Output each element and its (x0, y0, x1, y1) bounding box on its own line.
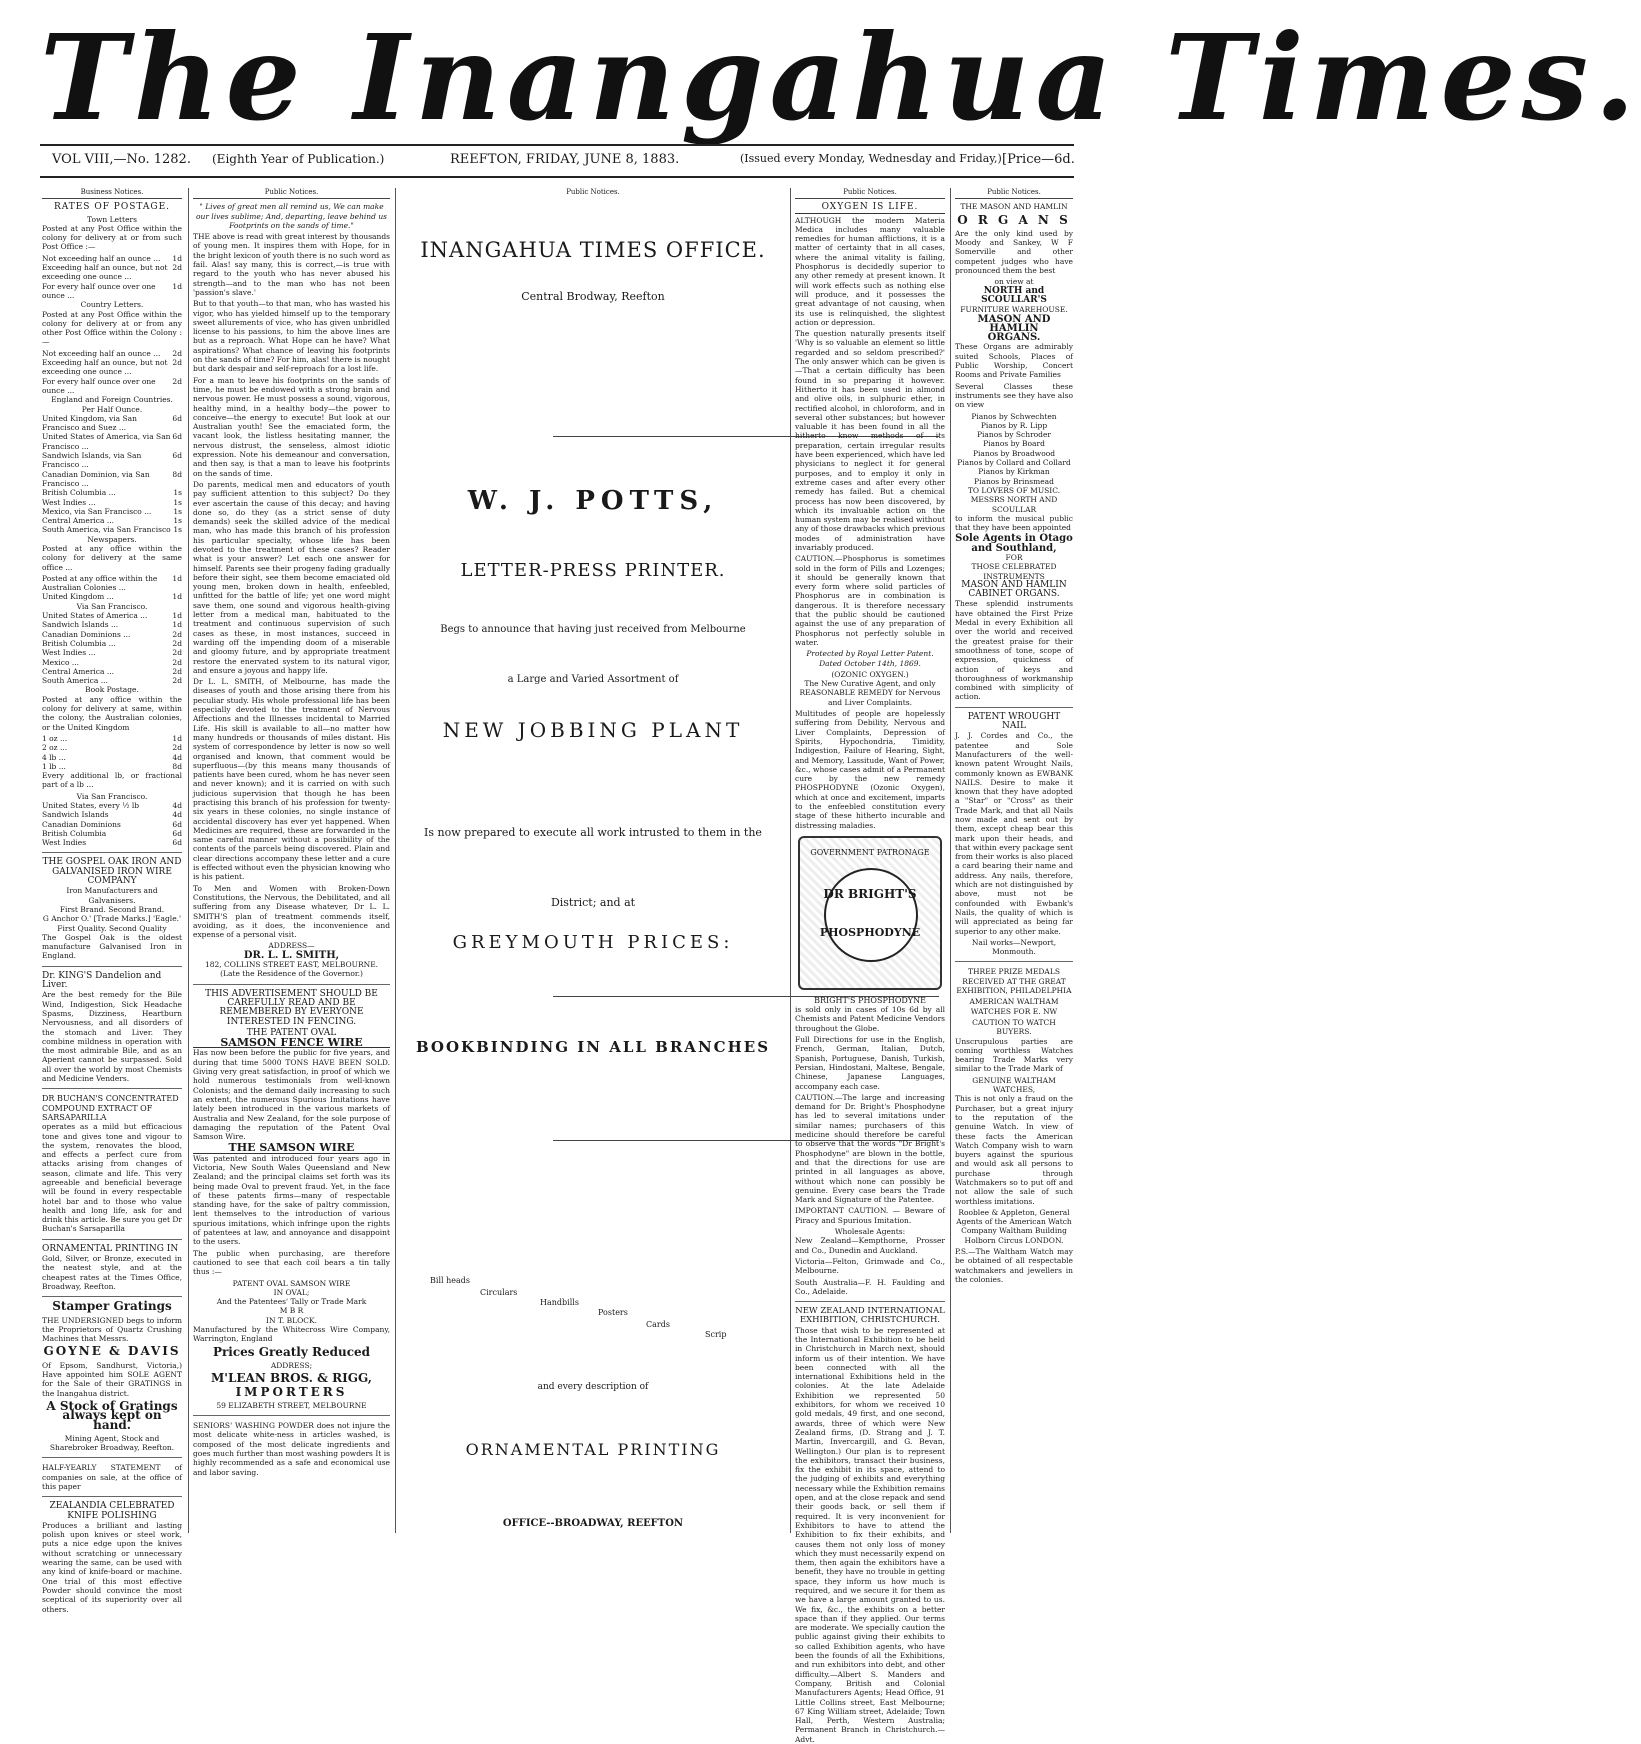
rate-label: Canadian Dominion, via San Francisco ... (42, 469, 150, 488)
ad-text: FURNITURE WAREHOUSE. (960, 305, 1068, 315)
piano-item: Pianos by R. Lipp (980, 420, 1048, 430)
ad-heading: A Stock of Gratings always kept on hand. (46, 1398, 178, 1432)
subheading: Wholesale Agents: (834, 1227, 906, 1237)
ad-heading: TO LOVERS OF MUSIC. (967, 485, 1061, 495)
paragraph: HALF-YEARLY STATEMENT of companies on sale, at the office of this paper (42, 1463, 182, 1491)
column-rule (395, 188, 396, 1533)
rate-value: 6d (172, 451, 182, 461)
rate-value: 1s (173, 488, 182, 498)
rate-row (42, 470, 182, 489)
rate-value: 1d (172, 611, 182, 621)
rate-label: United States, every ½ lb (42, 801, 140, 810)
paragraph: Posted at any Post Office within the colony for delivery at or from any other Post Office within the Colony :— (42, 309, 182, 347)
rate-label: British Columbia ... (42, 638, 116, 648)
rate-value: 1d (172, 733, 182, 743)
plant-heading: NEW JOBBING PLANT (442, 718, 744, 742)
rate-value: 6d (172, 819, 182, 829)
rate-row (42, 829, 182, 838)
rate-table (42, 734, 182, 771)
rate-label: Sandwich Islands, via San Francisco ... (42, 451, 142, 470)
rate-value: 1s (173, 516, 182, 526)
piano-item: Pianos by Board (983, 439, 1045, 449)
column-rule (950, 188, 951, 1533)
address-label: ADDRESS— (268, 941, 315, 951)
rate-row (42, 349, 182, 358)
street-address: 182, COLLINS STREET EAST, MELBOURNE. (204, 960, 379, 970)
rate-value: 1d (172, 253, 182, 263)
rate-label: 1 lb ... (42, 761, 66, 771)
rate-row (42, 667, 182, 676)
paragraph: To Men and Women with Broken-Down Constitutions, the Nervous, the Debilitated, and all suffering from any Disease whatever, Dr L. L. SMITH'S plan of treatment commends itself, avoiding, as it does, the inconvenience and expense of a personal visit. (193, 883, 390, 940)
paragraph: THE UNDERSIGNED begs to inform the Proprietors of Quartz Crushing Machines that Messrs. (42, 1315, 182, 1344)
ad-heading: THE PATENT OVAL (246, 1027, 337, 1038)
paragraph: But to that youth—to that man, who has wasted his vigor, who has yielded himself up to the temporary sweet allurements of vice, who has given unbridled license to his passions, to him the above lines are but as a reproach. What Hope can he have? What aspirations? What chance of leaving his footprints on the sands of time? For him, alas! there is nought but dark despair and self-reproach for a lost life. (193, 299, 390, 374)
rate-row (42, 762, 182, 771)
office-footer: OFFICE--BROADWAY, REEFTON (502, 1518, 684, 1529)
paragraph: SENIORS' WASHING POWDER does not injure the most delicate white-ness in articles washed, is composed of the most delicate ingredients and goes much further than most washing powders It is highly recommended as a safe and economical use and labor saving. (193, 1421, 390, 1477)
piano-item: Pianos by Schroder (976, 430, 1051, 440)
paragraph: Has now been before the public for five years, and during that time 5000 TONS HAVE BEEN SOLD. Giving very great satisfaction, in proof of which we hold numerous testimonials from well-known Colonists; and the demand daily increasing to such an extent, the numerous Spurious Imitations have lately been introduced in the various markets of Australia and New Zealand, for the sole purpose of damaging the reputation of the Patent Oval Samson Wire. (193, 1048, 390, 1142)
rate-row (42, 753, 182, 762)
rate-label: 1 oz ... (42, 733, 68, 743)
paragraph: AMERICAN WALTHAM WATCHES FOR E. NW (969, 997, 1059, 1016)
paragraph: Dr L. L. SMITH, of Melbourne, has made the diseases of youth and those arising there from his peculiar study. His whole professional life has been especially devoted to the treatment of Nervous Affections and the Illnesses incidental to Married Life. His skill is available to all—no matter how many hundreds or thousands of miles distant. His system of correspondence by letter is now so well organised and known, that comment would be superfluous—(by this means many thousands of patients have been cured, whom he has never seen and never known); and it is carried on with such judicious supervision that though he has been practising this branch of his profession for twenty-six years in these colonies, no single instance of accidental discovery has ever yet happened. When Medicines are required, these are forwarded in the same careful manner without a possibility of the contents of the parcels being discovered. Plain and clear directions accompany these letter and a cure is effected without even the physician knowing who is his patient. (193, 677, 390, 882)
rate-row (42, 743, 182, 752)
ad-text: First Quality. Second Quality (57, 923, 167, 933)
column-heading: Public Notices. (955, 188, 1073, 199)
paragraph: The New Curative Agent, and only REASONABLE REMEDY for Nervous and Liver Complaints. (799, 679, 941, 707)
rate-value: 2d (172, 743, 182, 753)
column-rule (790, 188, 791, 1533)
paragraph: Posted at any Post Office within the colony for delivery at or from such Post Office :— (42, 223, 182, 252)
rate-value: 2d (172, 376, 182, 386)
rate-value: 6d (172, 432, 182, 442)
ad-heading: THE SAMSON WIRE (193, 1143, 390, 1153)
rate-value: 8d (172, 761, 182, 771)
column-heading: Public Notices. (795, 188, 945, 199)
office-address: Central Brodway, Reefton (521, 290, 665, 303)
ornamental-heading: ORNAMENTAL PRINTING (465, 1440, 721, 1459)
column-public-notices-4 (955, 188, 1073, 1533)
rate-row (42, 574, 182, 593)
dateline-rule (40, 176, 1074, 178)
service-item: Scrip (705, 1330, 727, 1339)
rate-row (42, 282, 182, 301)
column-heading: Public Notices. (566, 188, 620, 196)
ad-text: THOSE CELEBRATED INSTRUMENTS (971, 562, 1057, 581)
rate-row (42, 592, 182, 601)
subheading: Book Postage. (85, 685, 139, 695)
rate-row (42, 432, 182, 451)
ad-heading: GENUINE WALTHAM WATCHES, (972, 1075, 1056, 1095)
rate-row (42, 838, 182, 847)
rate-table (42, 611, 182, 685)
subheading: (OZONIC OXYGEN.) (831, 669, 909, 679)
ad-text: FOR (1005, 552, 1023, 562)
piano-item: Pianos by Schwechten (971, 411, 1057, 421)
rate-value: 1d (172, 620, 182, 630)
paragraph: Every additional lb, or fractional part of a lb ... (42, 771, 182, 790)
rate-row (42, 630, 182, 639)
rate-value: 2d (172, 657, 182, 667)
tally-text: PATENT OVAL SAMSON WIRE (232, 1278, 351, 1288)
subheading: Country Letters. (80, 300, 144, 310)
ad-heading: MASON AND HAMLIN (977, 313, 1051, 334)
prices-heading: GREYMOUTH PRICES: (452, 932, 734, 953)
rate-row (42, 525, 182, 534)
rate-row (42, 516, 182, 525)
rate-label: Not exceeding half an ounce ... (42, 253, 161, 263)
subheading: Via San Francisco. (76, 791, 148, 801)
column-printing-office (400, 188, 786, 1533)
paragraph: Manufactured by the Whitecross Wire Company, Warrington, England (193, 1325, 390, 1344)
paragraph: Mining Agent, Stock and Sharebroker Broadway, Reefton. (49, 1433, 175, 1453)
rate-row (42, 358, 182, 377)
rate-value: 2d (172, 358, 182, 368)
rate-row (42, 254, 182, 263)
rate-value: 2d (172, 348, 182, 358)
paragraph: Those that wish to be represented at the International Exhibition to be held in Christchurch in March next, should inform us of their intention. We have been connected with all the international Exhibitions held in the colonies. At the late Adelaide Exhibition we represented 50 exhibitors, for whom we received 10 gold medals, 49 first, and one second, awards, three of which were New Zealand firms, (D. Strang and J. T. Martin, Invercargill, and G. Bevan, Wellington.) Our plan is to represent the exhibitors, transact their business, fix the exhibit in its space, attend to the judging of exhibits and everything necessary while the Exhibition remains open, and at the close repack and send their goods back, or sell them if required. It is very inconvenient for Exhibitors to have to attend the Exhibition to fix their exhibits, and causes them not only loss of money which they must necessarily expend on them, then again the exhibitors have a benefit, they have no trouble in getting space, they inform us how much is required, and we secure it for them as we have a large amount granted to us. We fix, &c., the exhibits on a better space than if they applied. Our terms are moderate. We specially caution the public against giving their exhibits to so called Exhibition agents, who have been the founds of all the Exhibitions, and run exhibitors into debt, and other difficulty.—Albert S. Manders and Company, British and Colonial Manufacturers Agents; Head Office, 91 Little Collins street, East Melbourne; 67 King William street, Adelaide; Town Hall, Perth, Western Australia; Permanent Branch in Christchurch.—Advt. (795, 1325, 945, 1744)
rate-row (42, 648, 182, 657)
piano-item: Pianos by Broadwood (972, 448, 1056, 458)
rate-value: 6d (172, 838, 182, 848)
ad-heading: PATENT WROUGHT NAIL (967, 711, 1061, 732)
rate-table (42, 349, 182, 395)
office-title: INANGAHUA TIMES OFFICE. (420, 238, 766, 262)
piano-item: Pianos by Kirkman (978, 467, 1050, 477)
rate-label: Sandwich Islands ... (42, 620, 119, 630)
rate-row (42, 414, 182, 433)
ad-heading: M'LEAN BROS. & RIGG, (210, 1371, 372, 1386)
year-of-publication: (Eighth Year of Publication.) (212, 152, 385, 166)
rate-value: 4d (172, 810, 182, 820)
piano-item: Pianos by Collard and Collard (957, 458, 1071, 468)
ad-heading: THE GOSPEL OAK IRON AND GALVANISED IRON WIRE COMPANY (42, 857, 182, 887)
printer-title: LETTER-PRESS PRINTER. (460, 560, 726, 581)
rate-value: 1s (173, 497, 182, 507)
rate-value: 4d (172, 801, 182, 810)
announcement: District; and at (550, 896, 636, 909)
tally-text: IN T. BLOCK. (266, 1315, 317, 1325)
paragraph: New Zealand—Kempthorne, Prosser and Co., Dunedin and Auckland. (795, 1236, 945, 1255)
rate-value: 1d (172, 281, 182, 291)
ad-text: First Brand. Second Brand. (59, 904, 165, 914)
paragraph: ALTHOUGH the modern Materia Medica includes many valuable remedies for human afflictions, it is a matter of certainty that in all cases, where the animal vitality is failing, Phosphorus is decidedly superior to any other remedy at present known. It will work effects such as nothing else will produce, and it possesses the great advantage of not causing, when its use is relinquished, the slightest action or depression. (795, 215, 945, 327)
rate-value: 2d (172, 263, 182, 273)
rate-value: 1s (173, 506, 182, 516)
rate-label: For every half ounce over one ounce ... (42, 281, 156, 300)
phosphodyne-trademark-stamp (798, 836, 942, 990)
paragraph: Produces a brilliant and lasting polish upon knives or steel work, puts a nice edge upon the knives without scratching or unnecessary wearing the same, can be used with any kind of knife-board or machine. One trial of this most effective Powder should convince the most sceptical of its superiority over all others. (42, 1520, 182, 1614)
rate-label: West Indies ... (42, 497, 96, 507)
place-date: REEFTON, FRIDAY, JUNE 8, 1883. (450, 152, 680, 167)
rate-value: 2d (172, 629, 182, 639)
paragraph: operates as a mild but efficacious tone and gives tone and vigour to the system, renovates the blood, and effects a perfect cure from attacks arising from changes of season, climate and life. This very agreeable and beneficial beverage will be found in every respectable hotel bar and to those who value health and long life, ask for and drink this article. Be sure you get Dr Buchan's Sarsaparilla (42, 1122, 182, 1234)
piano-list (955, 412, 1073, 486)
paragraph: Of Epsom, Sandhurst, Victoria,) Have appointed him SOLE AGENT for the Sale of their GRATINGS in the Inangahua district. (42, 1360, 182, 1398)
ad-heading: IMPORTERS (235, 1384, 348, 1399)
volume-number: VOL VIII,—No. 1282. (52, 152, 191, 167)
rate-row (42, 488, 182, 497)
rate-row (42, 658, 182, 667)
paragraph: South Australia—F. H. Faulding and Co., Adelaide. (795, 1277, 945, 1296)
subheading: Via San Francisco. (76, 601, 148, 611)
rate-label: Canadian Dominions ... (42, 629, 131, 639)
paragraph: Posted at any office within the colony for delivery at same, within the colony, the Australian colonies, or the United Kingdom (42, 694, 182, 732)
rate-table (42, 801, 182, 847)
paragraph: Do parents, medical men and educators of youth pay sufficient attention to this subject? Do they ever ascertain the cause of this decay; and having done so, do they (as a strict sense of duty demands) seek the skilled advice of the medical man, who has made this branch of his profession his particular specialty, whose life has been devoted to the treatment of these cases? Reader what is your answer? Let each one answer for himself. Parents see their progeny fading gradually before their sight, see them become emaciated old young men, broken down in health, enfeebled, unfitted for the battle of life; yet one word might save them, one sound and vigorous health-giving letter from a medical man, habituated to the treatment and continuous supervision of such cases as these, in most instances, succeed in warding off the impending doom of a miserable and gloomy future, and by appropriate treatment restore the enervated system to its natural vigor, and ensure a joyous and happy life. (193, 479, 390, 675)
rate-label: Central America ... (42, 666, 115, 676)
paragraph: THREE PRIZE MEDALS RECEIVED AT THE GREAT EXHIBITION, PHILADELPHIA (956, 967, 1072, 996)
paragraph: Rooblee & Appleton, General Agents of the American Watch Company Waltham Building Holborn Circus LONDON. (956, 1207, 1072, 1245)
ad-text: on view at (994, 277, 1034, 287)
rate-value: 6d (172, 413, 182, 423)
service-item: Cards (646, 1320, 670, 1329)
ad-heading: Prices Greatly Reduced (212, 1344, 371, 1359)
rate-value: 2d (172, 676, 182, 686)
rate-label: United States of America ... (42, 611, 148, 621)
rate-value: 1s (173, 525, 182, 535)
rate-value: 1d (172, 592, 182, 602)
paragraph: Multitudes of people are hopelessly suffering from Debility, Nervous and Liver Complaints, Depression of Spirits, Hypochondria, Timidity, Indigestion, Failure of Hearing, Sight, and Memory, Lassitude, Want of Power, &c., whose cases admit of a Permanent cure by the new remedy PHOSPHODYNE (Ozonic Oxygen), which at once and excitement, imparts to the enfeebled constitution every stage of these hitherto incurable and distressing maladies. (795, 709, 945, 830)
rate-label: Central America ... (42, 516, 115, 526)
stamp-text: GOVERNMENT PATRONAGE (810, 847, 930, 857)
rate-table (42, 574, 182, 602)
paragraph: CAUTION.—Phosphorus is sometimes sold in the form of Pills and Lozenges; it should be generally known that every form where solid particles of Phosphorus are in combination is dangerous. It is therefore necessary that the public should be cautioned against the use of any preparation of Phosphorus not perfectly soluble in water. (795, 554, 945, 647)
rate-row (42, 263, 182, 282)
rate-row (42, 507, 182, 516)
paragraph: The question naturally presents itself 'Why is so valuable an element so little regarded and so seldom prescribed?' The only answer which can be given is—That a certain difficulty has been found in so preparing it however. Hitherto it has been used in almond and olive oils, in sulphuric ether, in rectified alcohol, in chloroform, and in several other substances; but however valuable it has been found in all the hitherto know methods of its preparation, certain irregular results have been experienced, which have led physicians to neglect it for general purposes, and to employ it only in extreme cases and after every other remedy has failed. But a chemical process has now been discovered, by which its invaluable action on the human system may be realised without any of those drawbacks which previous modes of administration have invariably produced. (795, 329, 945, 552)
rate-label: South America ... (42, 676, 108, 686)
ad-heading: MASON AND HAMLIN CABINET ORGANS. (961, 579, 1067, 600)
ad-heading: OXYGEN IS LIFE. (795, 203, 945, 213)
rate-row (42, 620, 182, 629)
column-public-notices-1 (193, 188, 390, 1533)
masthead-rule (40, 144, 1074, 146)
column-public-notices-3 (795, 188, 945, 1744)
paragraph: Several Classes these instruments see they have also on view (955, 381, 1073, 410)
column-heading: Business Notices. (42, 188, 182, 199)
stamp-text: DR BRIGHT'S (823, 886, 917, 901)
rate-row (42, 734, 182, 743)
paragraph: Was patented and introduced four years ago in Victoria, New South Wales Queensland and New Zealand; and the principal claims set forth was its being made Oval to prevent fraud. Yet, in the face of these patents firms—many of respectable standing have, for the sake of paltry commission, lent themselves to the introduction of various spurious imitations, which infringe upon the rights of patentees at law, and annoyance and disappoint to the users. (193, 1153, 390, 1247)
rate-value: 2d (172, 648, 182, 658)
rate-value: 8d (172, 469, 182, 479)
rate-table (42, 414, 182, 535)
rate-label: For every half ounce over one ounce ... (42, 376, 156, 395)
paragraph: P.S.—The Waltham Watch may be obtained of all respectable watchmakers and jewellers in the colonies. (955, 1247, 1073, 1284)
rate-label: United Kingdom ... (42, 592, 114, 602)
subheading: Town Letters (87, 214, 137, 224)
ad-heading: GOYNE & DAVIS (43, 1344, 181, 1359)
ad-heading: NORTH and SCOULLAR'S (981, 285, 1047, 305)
rate-label: South America, via San Francisco (42, 525, 171, 535)
subheading: Per Half Ounce. (81, 404, 143, 414)
column-rule (188, 188, 189, 1533)
service-item: Circulars (480, 1288, 518, 1297)
subheading: Newspapers. (87, 534, 137, 544)
paragraph: is sold only in cases of 10s 6d by all Chemists and Patent Medicine Vendors throughout the Globe. (795, 1005, 945, 1033)
tally-text: And the Patentees' Tally or Trade Mark (216, 1297, 367, 1307)
paragraph: These Organs are admirably suited Schools, Places of Public Worship, Concert Rooms and Private Families (955, 342, 1073, 380)
service-item: Posters (598, 1308, 628, 1317)
rate-label: United Kingdom, via San Francisco and Suez ... (42, 413, 137, 433)
ad-heading: ORGANS. (987, 332, 1041, 344)
paragraph: Full Directions for use in the English, French, German, Italian, Dutch, Spanish, Portuguese, Danish, Turkish, Persian, Hindostani, Maltese, Bengale, Chinese, Japanese Languages, accompany each case. (795, 1035, 945, 1091)
dateline (40, 150, 1074, 172)
bookbinding-heading: BOOKBINDING IN ALL BRANCHES (415, 1038, 771, 1056)
ad-heading: O R G A N S (957, 212, 1071, 227)
announcement: Is now prepared to execute all work intrusted to them in the (424, 826, 762, 839)
ad-heading: THE MASON AND HAMLIN (960, 202, 1068, 212)
rate-label: West Indies ... (42, 648, 96, 658)
stamp-text: PHOSPHODYNE (819, 925, 921, 939)
rate-row (42, 810, 182, 819)
paragraph: Unscrupulous parties are coming worthless Watches bearing Trade Marks very similar to the Trade Mark of (955, 1036, 1073, 1074)
rate-label: Canadian Dominions (42, 819, 121, 829)
column-heading: Public Notices. (193, 188, 390, 199)
service-item: Handbills (540, 1298, 579, 1307)
ad-heading: DR BUCHAN'S CONCENTRATED COMPOUND EXTRACT OF SARSAPARILLA (42, 1094, 179, 1122)
rate-value: 2d (172, 638, 182, 648)
issue-schedule: (Issued every Monday, Wednesday and Friday,) (740, 152, 1002, 165)
paragraph: For a man to leave his footprints on the sands of time, he must be endowed with a strong brain and nervous power. He must possess a sound, vigorous, healthy mind, in a healthy body—the power to conceive—the energy to execute! But look at our Australian youth! See the emaciated form, the vacant look, the listless hesitating manner, the nervous distrust, the senseless, almost idiotic expression. Note his demeanour and conversation, and then say, is that a man to leave his footprints on the sands of time. (193, 375, 390, 478)
rate-label: West Indies (42, 838, 87, 848)
paragraph: THE above is read with great interest by thousands of young men. It inspires them with Hope, for in the bright lexicon of youth there is no such word as fail. Alas! say many, this is correct,—is true with regard to the youth who has never abused his strength—and to the man who has not been 'passion's slave.' (193, 232, 390, 297)
masthead-title: The Inangahua Times. (40, 8, 1641, 147)
rate-table (42, 254, 182, 300)
rate-label: British Columbia ... (42, 488, 116, 498)
rate-value: 2d (172, 666, 182, 676)
rate-label: Exceeding half an ounce, but not exceeding one ounce ... (42, 358, 168, 377)
ad-heading: Stamper Gratings (52, 1299, 172, 1314)
rate-label: Sandwich Islands (42, 810, 109, 820)
rate-label: Exceeding half an ounce, but not exceeding one ounce ... (42, 263, 168, 282)
rate-row (42, 639, 182, 648)
tally-text: M B R (279, 1306, 304, 1316)
ad-heading: NEW ZEALAND INTERNATIONAL EXHIBITION, CHRISTCHURCH. (795, 1306, 945, 1326)
ad-text: Nail works—Newport, Monmouth. (971, 937, 1057, 957)
postage-title: RATES OF POSTAGE. (53, 202, 171, 213)
ad-heading: MESSRS NORTH AND SCOULLAR (970, 495, 1058, 514)
paragraph: Victoria—Felton, Grimwade and Co., Melbourne. (795, 1256, 945, 1276)
street-address: 59 ELIZABETH STREET, MELBOURNE (216, 1400, 367, 1410)
price: [Price—6d. (1002, 152, 1075, 167)
rate-label: 4 lb ... (42, 752, 66, 762)
rate-label: United States of America, via San Francisco ... (42, 432, 171, 451)
printer-name: W. J. POTTS, (467, 486, 719, 516)
doctor-name: DR. L. L. SMITH, (243, 949, 340, 961)
rate-label: Posted at any office within the Australian Colonies ... (42, 573, 158, 593)
rate-label: Mexico, via San Francisco ... (42, 506, 152, 516)
paragraph: J. J. Cordes and Co., the patentee and Sole Manufacturers of the well-known patent Wrought Nails, commonly known as EWBANK NAILS. Desire to make it known that they have adopted a "Star" or "Cross" as their Trade Mark, and that all Nails now made and sent out by them, except cheap bear this mark upon their heads, and that within every package sent from their works is also placed a card bearing their name and address. Any nails, therefore, which are not distinguished by above, must not be confounded with Ewbank's Nails, the quality of which is will appreciated as being far superior to any other make. (955, 731, 1073, 936)
rate-row (42, 498, 182, 507)
ad-heading: Dr. KING'S Dandelion and Liver. (42, 970, 162, 991)
announcement: a Large and Varied Assortment of (507, 674, 679, 685)
rate-label: British Columbia (42, 828, 107, 838)
ad-heading: BRIGHT'S PHOSPHODYNE (814, 995, 926, 1005)
column-business-notices (42, 188, 182, 1614)
paragraph: Protected by Royal Letter Patent. Dated October 14th, 1869. (806, 649, 934, 668)
rate-row (42, 820, 182, 829)
poem: " Lives of great men all remind us, We can make our lives sublime; And, departing, leave behind us Footprints on the sands of time." (195, 202, 387, 230)
ad-text: Iron Manufacturers and Galvanisers. (66, 886, 158, 905)
subheading: England and Foreign Countries. (51, 395, 173, 405)
paragraph: The public when purchasing, are therefore cautioned to see that each coil bears a tin tally thus :— (193, 1248, 390, 1277)
rate-value: 4d (172, 752, 182, 762)
paragraph: Are the best remedy for the Bile Wind, Indigestion, Sick Headache Spasms, Dizziness, Heartburn Nervousness, and all disorders of the stomach and Liver. They combine mildness in operation with the most admirable Bile, and as an Aperient cannot be surpassed. Sold all over the world by most Chemists and Medicine Venders. (42, 990, 182, 1084)
rate-label: 2 oz ... (42, 743, 68, 753)
ad-heading: ORNAMENTAL PRINTING IN (42, 1243, 179, 1254)
tally-text: IN OVAL; (273, 1287, 310, 1297)
paragraph: Gold, Silver, or Bronze, executed in the neatest style, and at the cheapest rates at the Times Office, Broadway, Reefton. (42, 1254, 182, 1291)
rate-row (42, 676, 182, 685)
paragraph: CAUTION.—The large and increasing demand for Dr. Bright's Phosphodyne has led to several imitations under similar names; purchasers of this medicine should therefore be careful to observe that the words "Dr Bright's Phosphodyne" are blown in the bottle, and that the directions for use are printed in all languages as above, without which none can possibly be genuine. Every case bears the Trade Mark and Signature of the Patentee. (795, 1092, 945, 1205)
piano-item: Pianos by Brinsmead (974, 476, 1054, 486)
rate-row (42, 611, 182, 620)
rate-row (42, 801, 182, 810)
announcement: Begs to announce that having just received from Melbourne (440, 624, 746, 635)
rate-row (42, 377, 182, 396)
ad-heading: THIS ADVERTISEMENT SHOULD BE CAREFULLY READ AND BE REMEMBERED BY EVERYONE INTERESTED IN FENCING. (205, 988, 378, 1027)
rate-value: 1d (172, 573, 182, 583)
ad-text: G Anchor O.' [Trade Marks.] 'Eagle.' (42, 914, 182, 924)
ad-heading: CAUTION TO WATCH BUYERS. (972, 1017, 1056, 1037)
address-label: ADDRESS; (270, 1360, 313, 1370)
note: (Late the Residence of the Governor.) (220, 969, 363, 979)
ad-heading: ZEALANDIA CELEBRATED KNIFE POLISHING (49, 1501, 175, 1521)
paragraph: IMPORTANT CAUTION. — Beware of Piracy and Spurious Imitation. (795, 1206, 945, 1225)
paragraph: Posted at any office within the colony for delivery at the same office ... (42, 543, 182, 572)
rate-value: 6d (172, 828, 182, 838)
rate-row (42, 451, 182, 470)
service-item: Bill heads (430, 1276, 470, 1285)
ad-heading: Sole Agents in Otago and Southland, (955, 533, 1073, 554)
rate-label: Not exceeding half an ounce ... (42, 348, 161, 358)
paragraph: The Gospel Oak is the oldest manufacture Galvanised Iron in England. (42, 932, 182, 961)
paragraph: This is not only a fraud on the Purchaser, but a great injury to the reputation of the genuine Watch. In view of these facts the American Watch Company wish to warn buyers against the spurious and would ask all persons to purchase through Watchmakers so to put off and not allow the sale of such worthless imitations. (955, 1094, 1073, 1206)
paragraph: to inform the musical public that they have been appointed (955, 513, 1073, 533)
paragraph: Are the only kind used by Moody and Sankey, W F Somerville and other competent judges who have pronounced them the best (955, 228, 1073, 276)
ad-heading: SAMSON FENCE WIRE (193, 1038, 390, 1048)
rate-label: Mexico ... (42, 657, 79, 667)
paragraph: These splendid instruments have obtained the First Prize Medal in every Exhibition all over the world and received the greatest praise for their smoothness of tone, scope of expression, quickness of action of keys and thoroughness of workmanship combined with simplicity of action. (955, 599, 1073, 702)
announcement: and every description of (537, 1382, 649, 1392)
